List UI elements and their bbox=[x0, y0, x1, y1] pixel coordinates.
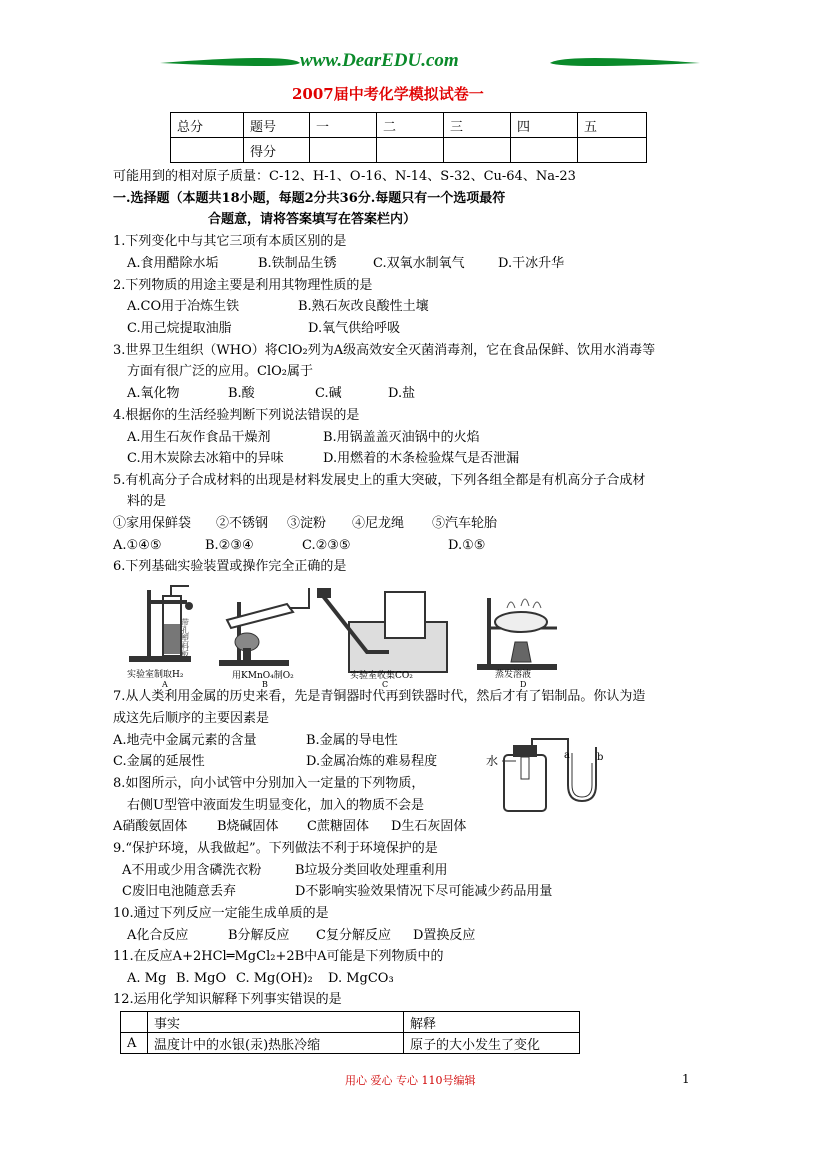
caption-letter: A bbox=[162, 680, 168, 689]
q5-stem-cont: 料的是 bbox=[127, 494, 167, 509]
score-input-cell[interactable] bbox=[511, 138, 578, 163]
q4-option[interactable]: D.用燃着的木条检验煤气是否泄漏 bbox=[323, 451, 520, 466]
site-url[interactable]: www.DearEDU.com bbox=[300, 50, 459, 71]
table-row[interactable] bbox=[121, 1033, 580, 1054]
caption-letter: D bbox=[520, 680, 527, 689]
q2-stem: 2.下列物质的用途主要是利用其物理性质的是 bbox=[113, 278, 373, 293]
q3-option[interactable]: C.碱 bbox=[315, 386, 342, 401]
q6-stem: 6.下列基础实验装置或操作完全正确的是 bbox=[113, 559, 347, 574]
caption: 蒸发溶液 bbox=[495, 670, 532, 680]
score-cell: 五 bbox=[578, 113, 647, 138]
q7-option[interactable]: D.金属冶炼的难易程度 bbox=[306, 754, 438, 769]
score-cell: 四 bbox=[511, 113, 578, 138]
q11-option[interactable]: C. Mg(OH)₂ bbox=[236, 971, 313, 986]
page-number: 1 bbox=[682, 1072, 690, 1086]
score-cell: 题号 bbox=[244, 113, 310, 138]
tube-label-text: 带孔塑料板 bbox=[180, 618, 190, 658]
q5-option[interactable]: D.①⑤ bbox=[448, 538, 486, 553]
q12-table bbox=[120, 1011, 580, 1054]
q4-option[interactable]: A.用生石灰作食品干燥剂 bbox=[127, 430, 271, 445]
table-cell: 原子的大小发生了变化 bbox=[404, 1033, 580, 1054]
section-heading-cont: 合题意，请将答案填写在答案栏内） bbox=[208, 212, 417, 227]
q8-stem-cont: 右侧U型管中液面发生明显变化，加入的物质不会是 bbox=[127, 798, 424, 813]
q8-stem: 8.如图所示，向小试管中分别加入一定量的下列物质， bbox=[113, 776, 425, 791]
caption-letter: C bbox=[382, 680, 389, 689]
q8-option[interactable]: D生石灰固体 bbox=[391, 819, 467, 834]
score-cell bbox=[171, 138, 244, 163]
caption: 实验室制取H₂ bbox=[127, 670, 184, 680]
q2-option[interactable]: D.氧气供给呼吸 bbox=[308, 321, 401, 336]
q10-option[interactable]: D置换反应 bbox=[413, 928, 476, 943]
q7-stem: 7.从人类利用金属的历史来看，先是青铜器时代再到铁器时代，然后才有了铝制品。你认为造 bbox=[113, 689, 646, 704]
q5-option[interactable]: B.②③④ bbox=[205, 538, 254, 553]
table-header-expl: 解释 bbox=[404, 1012, 580, 1033]
score-input-cell[interactable] bbox=[377, 138, 444, 163]
q12-stem: 12.运用化学知识解释下列事实错误的是 bbox=[113, 992, 342, 1007]
q5-item: ④尼龙绳 bbox=[352, 516, 405, 531]
fig-label-water: 水 bbox=[486, 754, 499, 768]
page-title: 2007届中考化学模拟试卷一 bbox=[292, 85, 484, 103]
q2-option[interactable]: B.熟石灰改良酸性土壤 bbox=[298, 299, 429, 314]
q9-option[interactable]: C废旧电池随意丢弃 bbox=[122, 884, 236, 899]
score-input-cell[interactable] bbox=[310, 138, 377, 163]
q7-stem-cont: 成这先后顺序的主要因素是 bbox=[113, 711, 270, 726]
q11-stem: 11.在反应A+2HCl═MgCl₂+2B中A可能是下列物质中的 bbox=[113, 949, 444, 964]
q1-option[interactable]: A.食用醋除水垢 bbox=[127, 256, 219, 271]
table-cell: 温度计中的水银(汞)热胀冷缩 bbox=[148, 1033, 404, 1054]
apparatus-c[interactable] bbox=[317, 588, 447, 672]
apparatus-a[interactable] bbox=[129, 586, 193, 662]
q8-option[interactable]: A硝酸氨固体 bbox=[113, 819, 188, 834]
q2-option[interactable]: C.用己烷提取油脂 bbox=[127, 321, 232, 336]
section-heading: 一.选择题（本题共18小题，每题2分共36分.每题只有一个选项最符 bbox=[113, 191, 506, 206]
q5-option[interactable]: A.①④⑤ bbox=[113, 538, 162, 553]
q5-item: ③淀粉 bbox=[287, 516, 327, 531]
atomic-masses: 可能用到的相对原子质量：C-12、H-1、O-16、N-14、S-32、Cu-64、Na-23 bbox=[113, 169, 576, 184]
apparatus-d[interactable] bbox=[477, 598, 557, 670]
caption: 用KMnO₄制O₂ bbox=[232, 671, 294, 681]
q8-option[interactable]: C蔗糖固体 bbox=[307, 819, 369, 834]
score-input-cell[interactable] bbox=[578, 138, 647, 163]
score-cell: 二 bbox=[377, 113, 444, 138]
q11-option[interactable]: D. MgCO₃ bbox=[328, 971, 394, 986]
q10-option[interactable]: B分解反应 bbox=[228, 928, 290, 943]
table-cell: A bbox=[121, 1033, 148, 1054]
score-cell: 一 bbox=[310, 113, 377, 138]
apparatus-b[interactable] bbox=[219, 588, 309, 666]
q8-u-tube-figure bbox=[486, 735, 616, 815]
q10-option[interactable]: C复分解反应 bbox=[316, 928, 391, 943]
score-input-cell[interactable] bbox=[444, 138, 511, 163]
q3-stem: 3.世界卫生组织（WHO）将ClO₂列为A级高效安全灭菌消毒剂，它在食品保鲜、饮用水消毒等 bbox=[113, 343, 656, 358]
score-cell: 得分 bbox=[244, 138, 310, 163]
fig-label-a: a bbox=[564, 750, 570, 761]
q3-option[interactable]: B.酸 bbox=[228, 386, 255, 401]
q9-stem: 9.“保护环境，从我做起”。下列做法不利于环境保护的是 bbox=[113, 841, 438, 856]
q10-stem: 10.通过下列反应一定能生成单质的是 bbox=[113, 906, 329, 921]
q4-stem: 4.根据你的生活经验判断下列说法错误的是 bbox=[113, 408, 360, 423]
q11-option[interactable]: B. MgO bbox=[176, 971, 227, 986]
score-table bbox=[170, 112, 647, 163]
q1-option[interactable]: C.双氧水制氧气 bbox=[373, 256, 465, 271]
q4-option[interactable]: B.用锅盖盖灭油锅中的火焰 bbox=[323, 430, 480, 445]
q9-option[interactable]: A不用或少用含磷洗衣粉 bbox=[122, 863, 262, 878]
q5-item: ⑤汽车轮胎 bbox=[432, 516, 498, 531]
table-cell bbox=[121, 1012, 148, 1033]
q1-option[interactable]: D.干冰升华 bbox=[498, 256, 565, 271]
caption: 实验室收集CO₂ bbox=[350, 671, 413, 681]
q1-option[interactable]: B.铁制品生锈 bbox=[258, 256, 337, 271]
q9-option[interactable]: D不影响实验效果情况下尽可能减少药品用量 bbox=[295, 884, 553, 899]
q9-option[interactable]: B垃圾分类回收处理重利用 bbox=[295, 863, 448, 878]
q7-option[interactable]: A.地壳中金属元素的含量 bbox=[113, 733, 257, 748]
q11-option[interactable]: A. Mg bbox=[127, 971, 167, 986]
q5-item: ①家用保鲜袋 bbox=[113, 516, 192, 531]
q7-option[interactable]: C.金属的延展性 bbox=[113, 754, 205, 769]
score-cell: 总分 bbox=[171, 113, 244, 138]
footer-text: 用心 爱心 专心 110号编辑 bbox=[345, 1074, 476, 1087]
caption-letter: B bbox=[262, 680, 268, 689]
score-cell: 三 bbox=[444, 113, 511, 138]
q3-option[interactable]: D.盐 bbox=[388, 386, 416, 401]
q3-option[interactable]: A.氧化物 bbox=[127, 386, 180, 401]
q7-option[interactable]: B.金属的导电性 bbox=[306, 733, 398, 748]
q2-option[interactable]: A.CO用于冶炼生铁 bbox=[127, 299, 240, 314]
q8-option[interactable]: B烧碱固体 bbox=[217, 819, 279, 834]
q5-stem: 5.有机高分子合成材料的出现是材料发展史上的重大突破，下列各组全都是有机高分子合成材 bbox=[113, 473, 646, 488]
q3-stem-cont: 方面有很广泛的应用。ClO₂属于 bbox=[127, 364, 313, 379]
q1-stem: 1.下列变化中与其它三项有本质区别的是 bbox=[113, 234, 347, 249]
fig-label-b: b bbox=[597, 752, 604, 763]
q4-option[interactable]: C.用木炭除去冰箱中的异味 bbox=[127, 451, 284, 466]
table-header-fact: 事实 bbox=[148, 1012, 404, 1033]
q5-option[interactable]: C.②③⑤ bbox=[302, 538, 351, 553]
q10-option[interactable]: A化合反应 bbox=[127, 928, 189, 943]
q5-item: ②不锈钢 bbox=[216, 516, 269, 531]
